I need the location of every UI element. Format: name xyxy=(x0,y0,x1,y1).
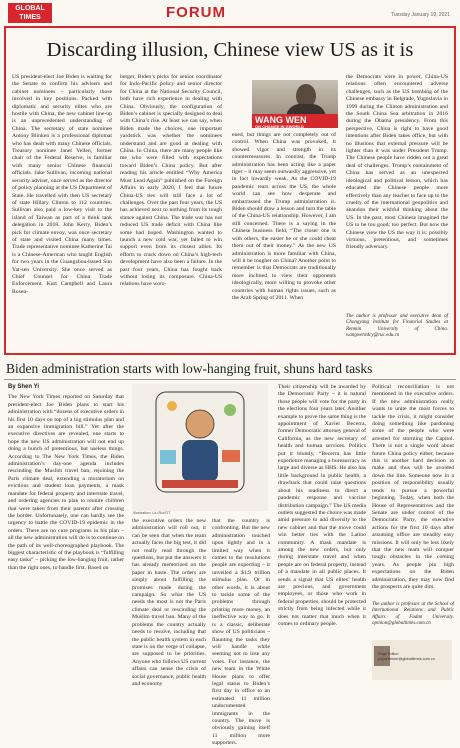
illustration-art xyxy=(132,384,268,511)
bottom-column-4: Their citizenship will be awarded by the Democratic Party – it is natural those people will vote for the party in the elections four years later. Another example to prove the same thing is the appointment of Xavier Becerra, former Democratic attorney general of California, as the new secretary of health and human services. Politics put it bluntly, “Becerra has little experience managing a bureaucracy as large and diverse as HHS. He also has little background in public health, a drawback that could raise questions about his readiness to direct a pandemic response and vaccine distribution campaign.” The US media outlets suggested the choice was made amid pressure to add diversity to the new cabinet and that the move could win better ties with the Latino community. A mask mandate is among the new orders, but only during interstate travel and when people are on federal property, instead of a mandate in all public places. It sends a signal that US elites’ health are precious, and government employees, or those who work in federal properties, should be protected strictly from being infected while it does not matter that much when it comes to ordinary people. xyxy=(278,384,366,627)
top-headline: Discarding illusion, Chinese view US as it is xyxy=(46,39,414,61)
top-column-1: US president-elect Joe Biden is waiting for the Senate to confirm his advisers and cabinet nominees – particularly those involved in key positions. Packed with diplomatic and security elites who are hostile with China, the new cabinet line-up is an unprecedented understanding of China. The secretary of state nominee Antony Blinken is a professional diplomat who has dealt with many Chinese officials. Treasury nominee Janet Yellen, former chair of the Federal Reserve, is familiar with many senior Chinese financial officials. Jake Sullivan, incoming national security adviser, once served as the director of policy planning at the US Department of State. He travelled with then US secretary of state Hillary Clinton to 112 countries. Sullivan also paid a low-key visit to the island of Taiwan as part of a think tank delegation in 2018. John Kerry, Biden’s pick for climate envoy, was once secretary of state and visited China many times. Trade representative nominee Katherine Tai is a Chinese-American who taught English for two years in the Guangzhou-based Sun Yat-sen University. She once served as Chief Counsel for China Trade Enforcement. Kurt Campbell and Laura Rosen- xyxy=(12,74,112,295)
bottom-column-2: the executive orders the new administration will roll out, it can be seen that when the team actually faces the big test, it did not really read through the questions, but put the answers it has already memorized on the paper in haste. The orders are simply about fulfilling the promises made during the campaign. So what the US needs the most is not the Paris climate deal or rescinding the Muslim travel ban. Many of the problems the country actually needs to resolve, including that the public health system in each state is on the verge of collapse, are supposed to be priorities. Anyone who follows US current affairs can sense the crisis of social governance, public health and economy xyxy=(132,518,206,687)
bottom-byline: By Shen Yi xyxy=(8,384,40,390)
illustration xyxy=(132,384,268,511)
masthead xyxy=(0,0,460,24)
headline-divider xyxy=(4,379,456,380)
top-author-note: The author is professor and executive dean of Chongyang Institute for Financial Studies at Renmin University of China. wangwenrdcy@ruc.edu.cn xyxy=(346,314,448,339)
illustration-caption: Illustration: Liu Rui/GT xyxy=(133,511,171,515)
top-column-3: ened, but things are not completely out of control. When China was provoked, it showed vigor and strength in its countermeasures. In contrast, the Trump administration has been acting like a paper tiger – it may seem outwardly aggressive, yet in fact inwardly weak. As the COVID-19 pandemic rears across the US, the whole world can see how desperate and embarrassed the Trump administration is. Biden should draw a lesson and turn the table of the China-US relationship. However, I am still concerned. There is a saying in the Chinese business field, “The closer one is with others, the easier he or she could cheat them out of their money.” As the new US administration is more familiar with China, will it be tougher on China? Another point to remember is that Democrats are traditionally more inclined to view their opponents ideologically, more willing to provoke other countries with human rights issues, such as the Arab Spring of 2011. When xyxy=(232,132,336,301)
top-article-frame xyxy=(4,26,456,355)
bottom-column-3: that the country is confronting. But the new administration touched upon lightly and in a limited way when it comes to the resolutions people are expecting – it unveiled a $1.9 trillion stimulus plan. Or in other words, it is about to tackle some of the problems through printing more money, an ineffective way to go. It is a classic, deliberate show of US politicians – flaunting the tasks they will handle while seeming not to lose any votes. For instance, the new team in the White House plans to offer legal status to Biden’s first day in office to an estimated 11 million undocumented immigrants in the country. The move is obviously gaining itself 11 million more supporters. xyxy=(212,518,270,747)
issue-date: Tuesday January 19, 2021 xyxy=(390,12,450,18)
section-title: FORUM xyxy=(166,4,226,21)
bottom-author-note: The author is professor at the School of International Relations and Public Affairs of Fudan University. opinion@globaltimes.com.cn xyxy=(372,602,454,627)
bottom-headline: Biden administration starts with low-hanging fruit, shuns hard tasks xyxy=(6,361,373,376)
top-column-4: the Democrats were in power, China-US relations often encountered adverse challenges, such as the US bombing of the Chinese embassy in Belgrade, Yugoslavia in 1999 during the Clinton administration and the South China Sea arbitration in 2016 during the Obama presidency. From this perspective, China is right to have good intentions after Biden takes office, but with no illusions that external pressure will be lighter than it was under President Trump. The Chinese people have ridden out a great deal of challenges. Trump’s containment of China has served as an unexpected ideological and political lesson, which has educated the Chinese people more effectively than any teacher to face up to the cruelty of the international geopolitics and abandon their wishful thinking about the US. In the past, most Chinese imagined the US to be too good; too perfect. But now the Chinese view the US the way it is: possibly virtuous, pretentious, and sometimes friendly adversary. xyxy=(346,74,448,251)
global-times-logo: GLOBAL TIMES xyxy=(8,3,52,23)
bottom-column-1: By Shen Yi The New York Times reported on Saturday that president-elect Joe Biden plans to start his administration with “dozens of executive orders in his first 10 days on top of a big stimulus plan and an expansive immigration bill.” Yet after the executive directives are revealed, one starts to hope the new US administration will not end up doing a bunch of pretentious, but useless things. According to The New York Times, the Biden administration’s day-one agenda includes rescinding the Muslim travel ban, rejoining the Paris climate deal, extending a moratorium on evictions and student loan payments, a mask mandate for federal property and interstate travel, and ordering agencies to plan to reunite children that were taken from their parents after crossing the border. Unfortunately, one can hardly see the urgency to battle the COVID-19 epidemic in the orders. There are no cure programs in his plan – all the new administration will do is to continue on the path of its well-choreographed playbook. The biggest characteristic of the playbook is “fulfilling easy tasks” – picking the low-hanging fruit, rather than the right ones, to handle first. Based on xyxy=(8,384,124,571)
author-portrait-box xyxy=(252,80,338,128)
author-name-banner: WANG WEN ON CHANGE IN GWORLD xyxy=(252,114,338,128)
top-column-2: berger, Biden’s picks for senior coordinator for Indo-Pacific policy and senior director for China at the National Security Council, both have rich experience in dealing with China. Obviously, the configuration of Biden’s cabinet is specially designed to deal with China’s rise. At least we can say, when Biden made the choices, one important yardstick was whether the nominees understand and are good at dealing with China. In China, there are many people like me who were filled with expectations toward Biden’s China policy. But after reading his article entitled “Why America Must Lead Again” published on the Foreign Affairs in early 2020, I feel that future China-US ties will still face a lot of challenges. Over the past four years, the US has achieved next to nothing from its tough stance against China. The trade war has not reduced US trade deficit with China like some had hoped. Washington wanted to launch a new cold war, yet failed to win support even from its closest allies. Its efforts to crack down on China’s high-tech development have also been a failure. In the past four years, China has fought back without losing its composure. China-US relations have wors- xyxy=(120,74,222,288)
page-editor-text: Page Editor: yujinzhemer@globaltimes.com.cn xyxy=(378,652,435,661)
bottom-column-5: Political reconciliation is not mentioned in the executive orders. If the new administration really wants to unite the most forces to tackle the crisis, it might consider doing something like pardoning some of the people who were arrested for storming the Capitol. There is not a single word about future China policy either, because this is another hard decision to make and thus will be avoided down the line. Someone now in a position of responsibility usually tends to pursue a powerful beginning. Today, when both the House of Representatives and the Senate are under control of the Democratic Party, the executive actions for the first 10 days after assuming office are steadily easy missions. It will only be less likely that the new team will conquer tough obstacles in the coming years. As people pin high expectations on the Biden administration, they may now find the prospects are quite dim. xyxy=(372,384,454,590)
